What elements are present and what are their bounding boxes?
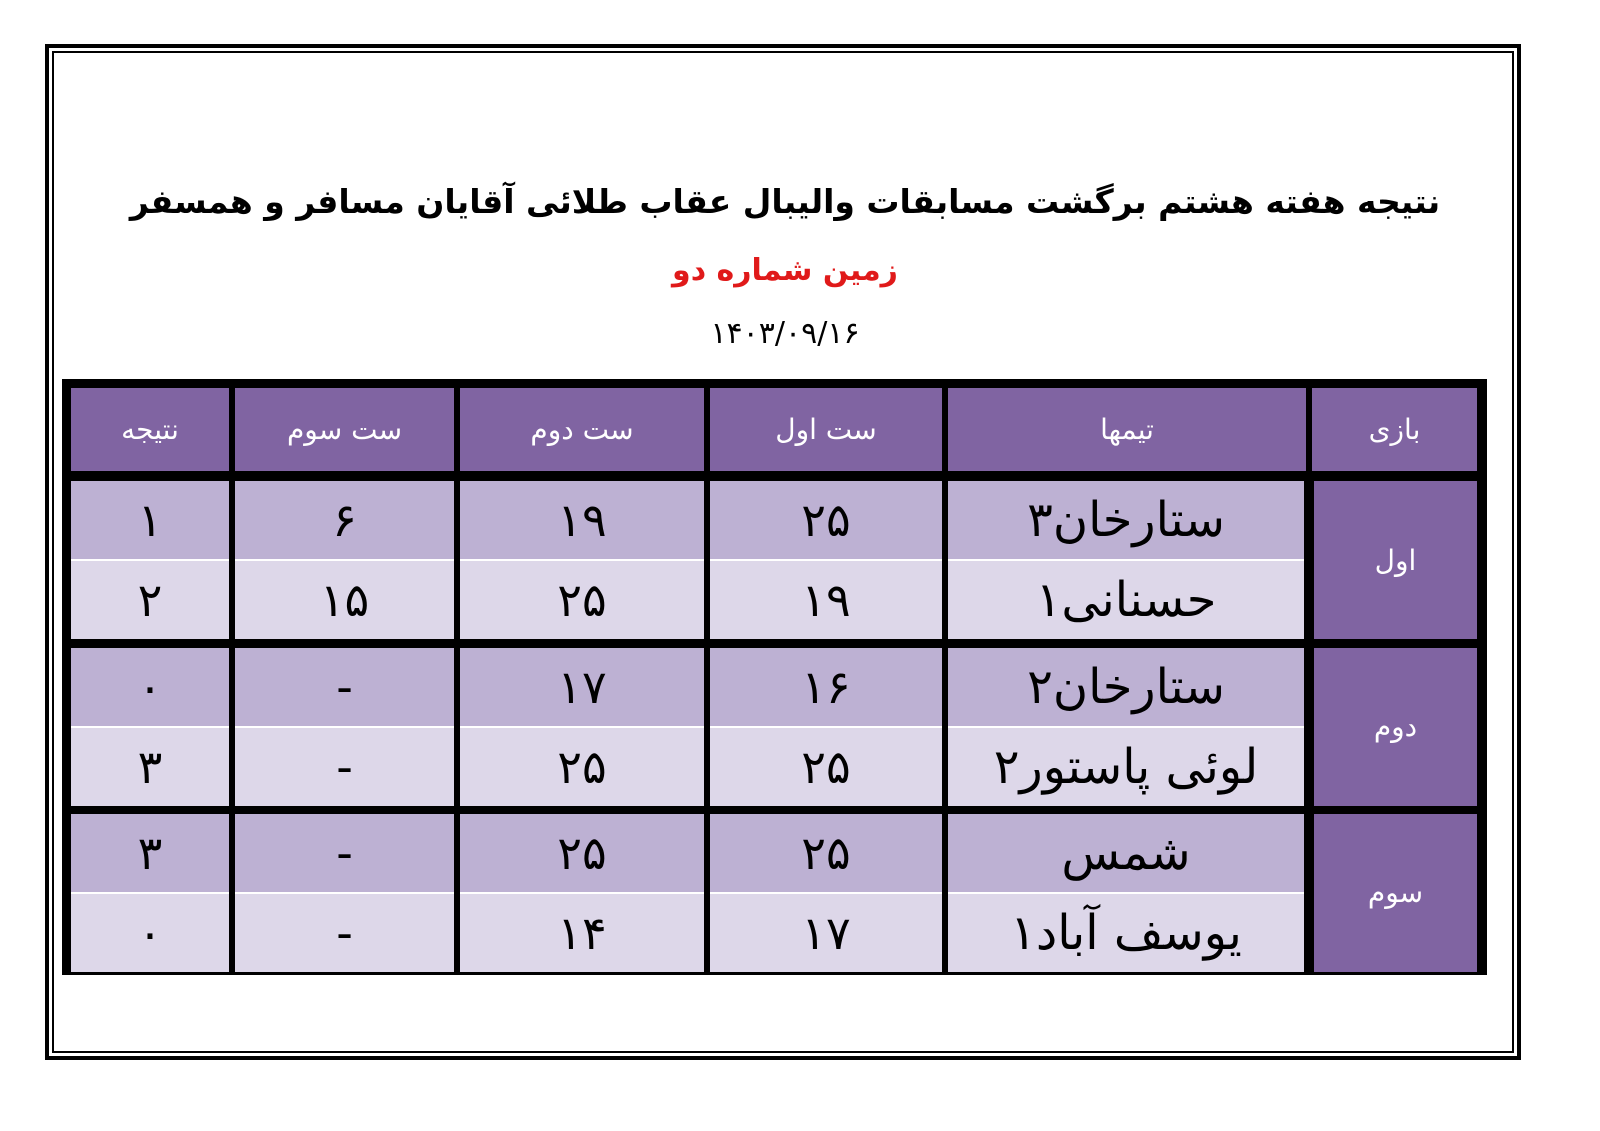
set2-score: ۲۵ [457,727,707,806]
table-row [71,893,1477,972]
table-row [71,648,1477,727]
column-header-set1: ست اول [707,388,945,471]
table-row [71,727,1477,806]
results-table [71,388,1477,972]
column-header-set2: ست دوم [457,388,707,471]
set3-score: ۶ [232,481,457,560]
game-label: اول [1309,481,1477,639]
column-header-result: نتیجه [71,388,232,471]
set2-score: ۱۹ [457,481,707,560]
table-row [71,481,1477,560]
team-name: یوسف آباد۱ [945,893,1309,972]
result-score: ۱ [71,481,232,560]
game-label: سوم [1309,814,1477,972]
team-name: شمس [945,814,1309,893]
result-score: ۰ [71,893,232,972]
set1-score: ۱۹ [707,560,945,639]
set1-score: ۲۵ [707,814,945,893]
set1-score: ۱۶ [707,648,945,727]
table-row [71,814,1477,893]
team-name: حسنانی۱ [945,560,1309,639]
result-score: ۲ [71,560,232,639]
result-score: ۳ [71,814,232,893]
set3-score: - [232,893,457,972]
set2-score: ۲۵ [457,814,707,893]
set1-score: ۲۵ [707,481,945,560]
column-header-teams: تیمها [945,388,1309,471]
table-header-row [71,388,1477,471]
set1-score: ۲۵ [707,727,945,806]
result-score: ۰ [71,648,232,727]
results-table-frame [62,379,1487,975]
set2-score: ۲۵ [457,560,707,639]
team-name: لوئی پاستور۲ [945,727,1309,806]
result-score: ۳ [71,727,232,806]
team-name: ستارخان۲ [945,648,1309,727]
game-label: دوم [1309,648,1477,806]
set1-score: ۱۷ [707,893,945,972]
set2-score: ۱۷ [457,648,707,727]
set3-score: - [232,727,457,806]
table-row [71,560,1477,639]
column-header-game: بازی [1309,388,1477,471]
column-header-set3: ست سوم [232,388,457,471]
set3-score: - [232,648,457,727]
team-name: ستارخان۳ [945,481,1309,560]
court-subtitle: زمین شماره دو [672,253,898,288]
set2-score: ۱۴ [457,893,707,972]
set3-score: ۱۵ [232,560,457,639]
set3-score: - [232,814,457,893]
date-label: ۱۴۰۳/۰۹/۱۶ [710,316,860,351]
page-title: نتیجه هفته هشتم برگشت مسابقات والیبال عقاب طلائی آقایان مسافر و همسفر [129,182,1441,221]
